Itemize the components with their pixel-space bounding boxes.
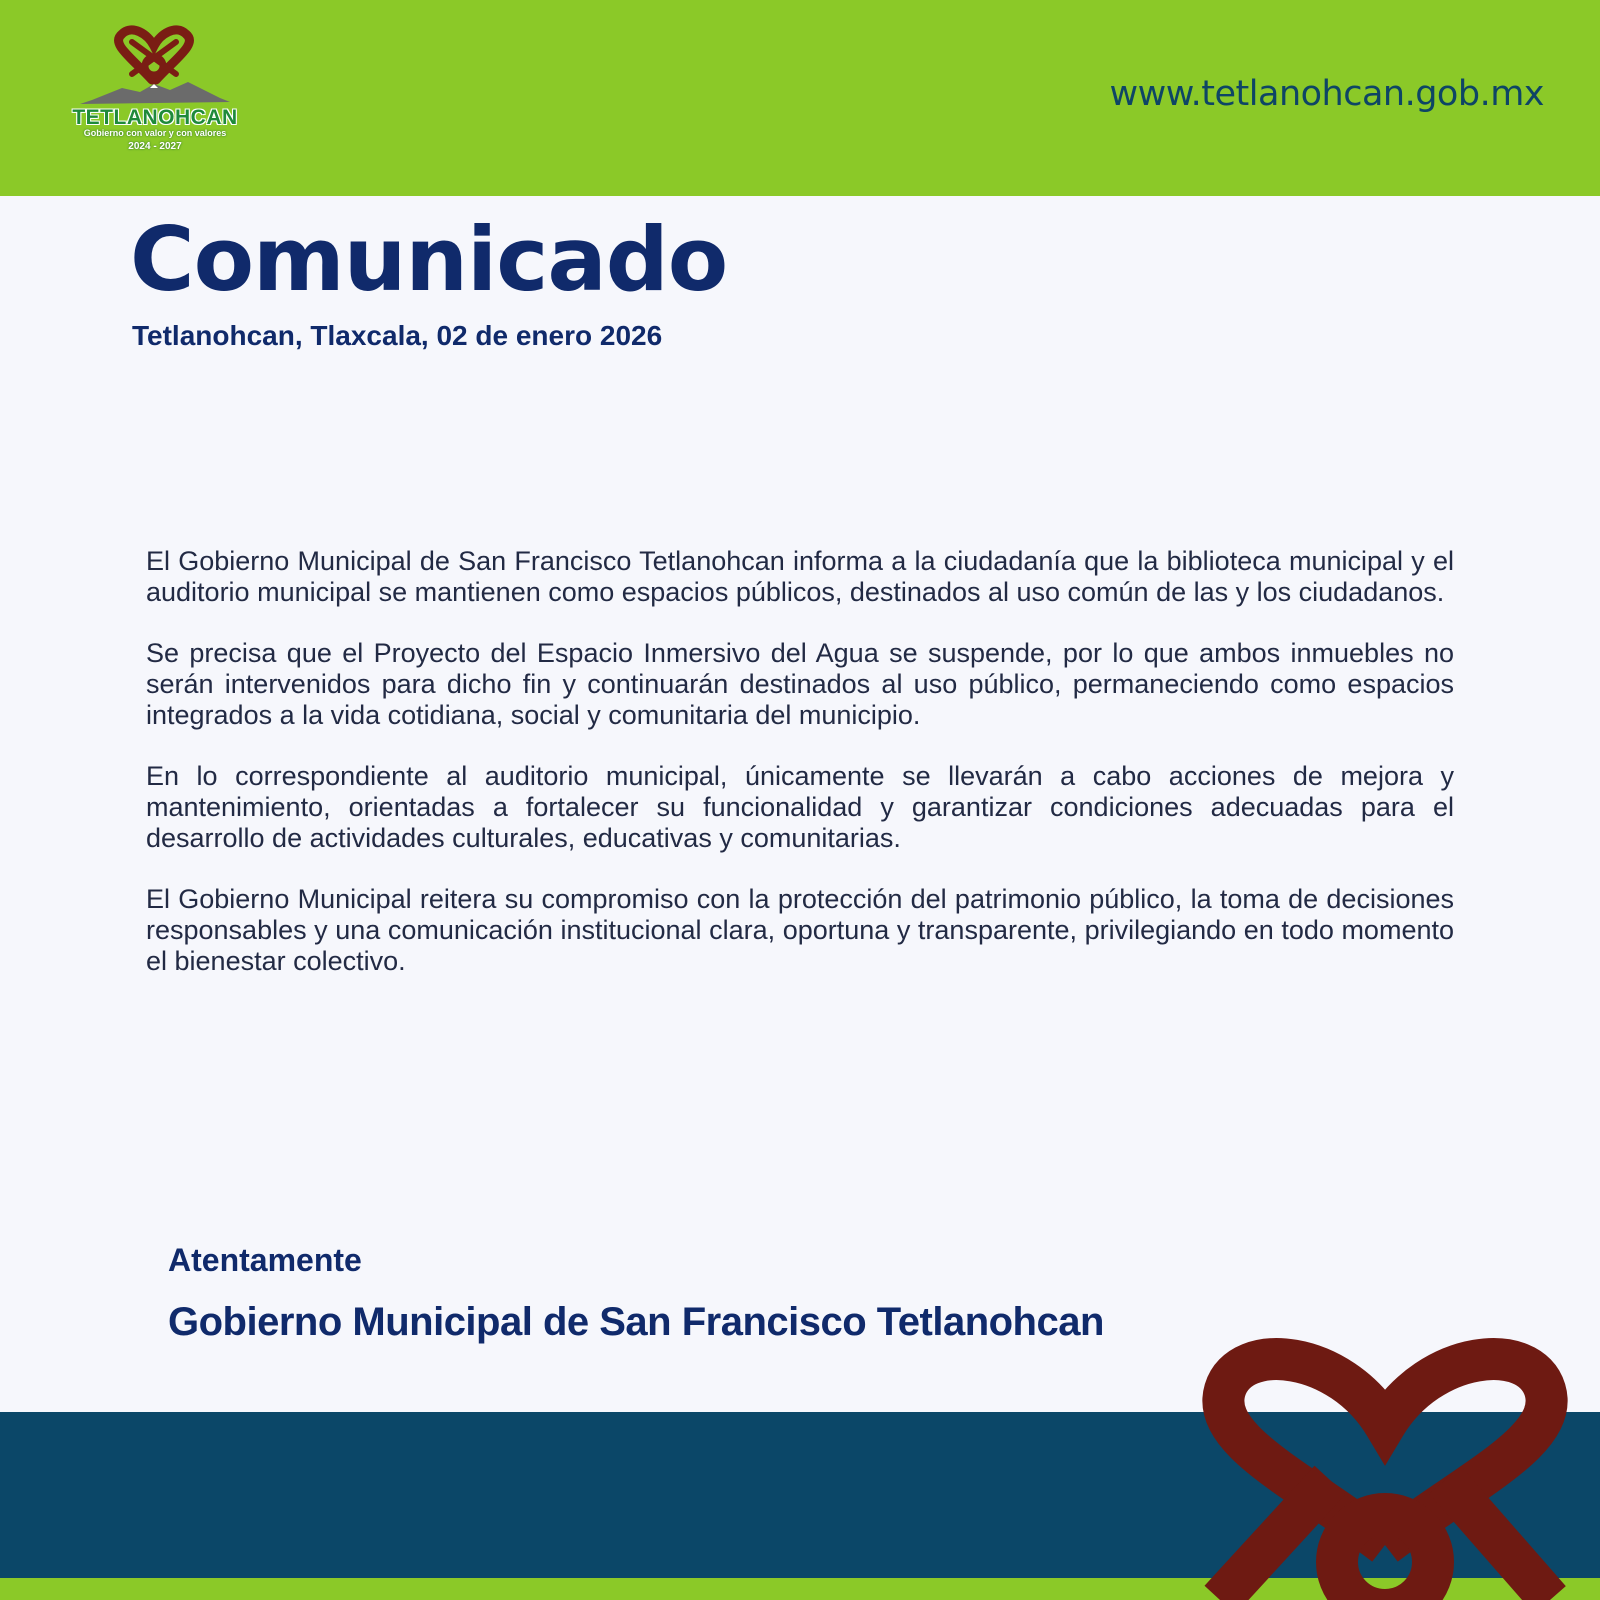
website-link[interactable]: www.tetlanohcan.gob.mx (1109, 74, 1544, 114)
logo-name: TETLANOHCAN (72, 106, 238, 129)
paragraph-4: El Gobierno Municipal reitera su compromiso con la protección del patrimonio público, la toma de decisiones responsables y una comunicación institucional clara, oportuna y transparente, privilegiando en todo momento el bienestar colectivo. (146, 884, 1454, 976)
dateline: Tetlanohcan, Tlaxcala, 02 de enero 2026 (132, 320, 663, 351)
paragraph-3: En lo correspondiente al auditorio municipal, únicamente se llevarán a cabo acciones de mejora y mantenimiento, orientadas a fortalecer su funcionalidad y garantizar condiciones adecuadas para el desarrollo de actividades culturales, educativas y comunitarias. (146, 761, 1454, 853)
statement-body (146, 546, 1454, 1007)
signature: Gobierno Municipal de San Francisco Tetlanohcan (168, 1300, 1104, 1344)
closing-salutation: Atentamente (168, 1242, 362, 1278)
paragraph-2: Se precisa que el Proyecto del Espacio Inmersivo del Agua se suspende, por lo que ambos inmuebles no serán intervenidos para dicho fin y continuarán destinados al uso público, permaneciendo como espacios integrados a la vida cotidiana, social y comunitaria del municipio. (146, 638, 1454, 730)
tetlanohcan-logo-icon (70, 22, 240, 112)
logo-slogan: Gobierno con valor y con valores (83, 128, 227, 138)
knot-emblem-icon (1180, 1330, 1600, 1600)
logo-years: 2024 - 2027 (128, 141, 182, 152)
municipal-logo (70, 22, 245, 157)
paragraph-1: El Gobierno Municipal de San Francisco Tetlanohcan informa a la ciudadanía que la biblioteca municipal y el auditorio municipal se mantienen como espacios públicos, destinados al uso común de las y los ciudadanos. (146, 546, 1454, 607)
page-title: Comunicado (130, 208, 728, 311)
